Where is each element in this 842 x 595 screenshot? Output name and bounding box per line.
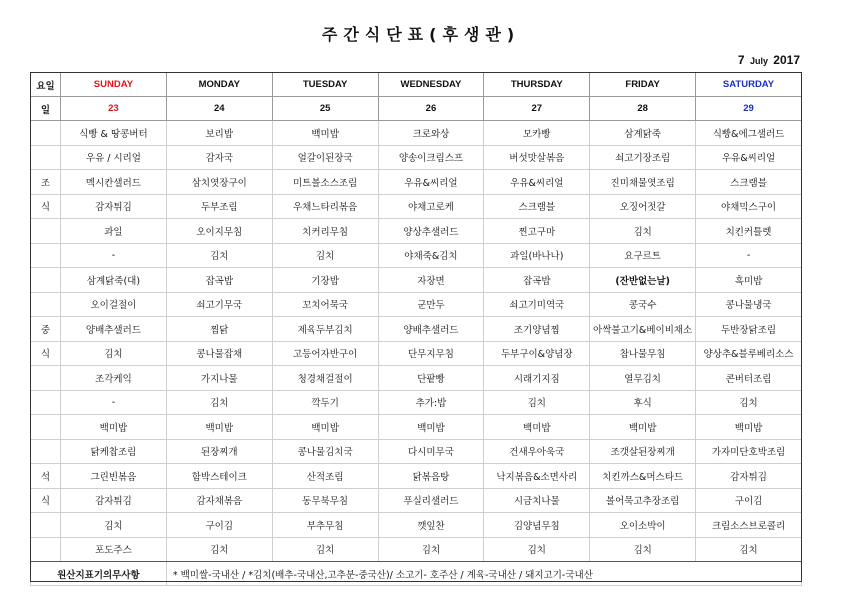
menu-cell: (잔반없는날) xyxy=(590,268,696,293)
day-name-sunday: SUNDAY xyxy=(61,73,167,97)
menu-cell: 식빵 & 땅콩버터 xyxy=(61,121,167,146)
menu-cell: 오이지무침 xyxy=(166,219,272,244)
menu-cell: 진미채물엿조림 xyxy=(590,170,696,195)
menu-cell: 푸실리샐러드 xyxy=(378,488,484,513)
menu-cell: 삼치엿장구이 xyxy=(166,170,272,195)
breakfast-label-blank xyxy=(31,121,61,146)
date-month: July xyxy=(749,56,768,66)
menu-cell: 김치 xyxy=(590,537,696,562)
date-header-row xyxy=(31,97,802,121)
menu-cell: 구이김 xyxy=(696,488,802,513)
lunch-row xyxy=(31,341,802,366)
menu-cell: 열무김치 xyxy=(590,366,696,391)
menu-cell: 흑미밥 xyxy=(696,268,802,293)
menu-cell: 김치 xyxy=(61,341,167,366)
day-date-friday: 28 xyxy=(590,97,696,121)
menu-cell: 제육두부김치 xyxy=(272,317,378,342)
menu-cell: 야채죽&김치 xyxy=(378,243,484,268)
menu-cell: 야채고로케 xyxy=(378,194,484,219)
menu-cell: 양상추샐러드 xyxy=(378,219,484,244)
menu-cell: 찜닭 xyxy=(166,317,272,342)
menu-cell: 군만두 xyxy=(378,292,484,317)
day-name-monday: MONDAY xyxy=(166,73,272,97)
menu-cell: 콘버터조림 xyxy=(696,366,802,391)
menu-cell: 삼계닭죽 xyxy=(590,121,696,146)
dinner-row xyxy=(31,513,802,538)
menu-cell: 아싹불고기&베이비채소 xyxy=(590,317,696,342)
menu-cell: 닭볶음탕 xyxy=(378,464,484,489)
day-name-thursday: THURSDAY xyxy=(484,73,590,97)
menu-cell: 김치 xyxy=(166,390,272,415)
day-name-tuesday: TUESDAY xyxy=(272,73,378,97)
menu-cell: 감자튀김 xyxy=(61,488,167,513)
menu-cell: 우유&씨리얼 xyxy=(484,170,590,195)
footer-row xyxy=(31,562,802,586)
menu-cell: 백미밥 xyxy=(272,415,378,440)
menu-cell: 백미밥 xyxy=(166,415,272,440)
menu-cell: 잡곡밥 xyxy=(484,268,590,293)
menu-cell: 스크램블 xyxy=(696,170,802,195)
lunch-label-blank xyxy=(31,366,61,391)
day-date-saturday: 29 xyxy=(696,97,802,121)
menu-cell: 포도주스 xyxy=(61,537,167,562)
menu-cell: 오징어젓갈 xyxy=(590,194,696,219)
menu-cell: 시금치나물 xyxy=(484,488,590,513)
menu-cell: 김치 xyxy=(378,537,484,562)
menu-cell: 김치 xyxy=(272,243,378,268)
menu-cell: 콩국수 xyxy=(590,292,696,317)
menu-cell: 식빵&에그샐러드 xyxy=(696,121,802,146)
menu-cell: 닭케찹조림 xyxy=(61,439,167,464)
menu-cell: 우유&씨리얼 xyxy=(378,170,484,195)
day-date-sunday: 23 xyxy=(61,97,167,121)
menu-cell: 참나물무침 xyxy=(590,341,696,366)
menu-cell: 쇠고기무국 xyxy=(166,292,272,317)
day-name-saturday: SATURDAY xyxy=(696,73,802,97)
menu-cell: 조갯살된장찌개 xyxy=(590,439,696,464)
lunch-label-blank xyxy=(31,390,61,415)
menu-cell: 가자미단호박조림 xyxy=(696,439,802,464)
breakfast-label-blank xyxy=(31,145,61,170)
day-header-row xyxy=(31,73,802,97)
menu-cell: 시래기지짐 xyxy=(484,366,590,391)
lunch-label-1: 중 xyxy=(31,317,61,342)
menu-cell: 깻잎찬 xyxy=(378,513,484,538)
day-date-tuesday: 25 xyxy=(272,97,378,121)
menu-cell: 잡곡밥 xyxy=(166,268,272,293)
menu-cell: 김치 xyxy=(166,537,272,562)
lunch-row xyxy=(31,268,802,293)
menu-cell: 깍두기 xyxy=(272,390,378,415)
lunch-row xyxy=(31,292,802,317)
day-name-wednesday: WEDNESDAY xyxy=(378,73,484,97)
menu-cell: - xyxy=(696,243,802,268)
breakfast-label-2: 식 xyxy=(31,194,61,219)
menu-cell: 치킨커틀렛 xyxy=(696,219,802,244)
menu-cell: 스크램블 xyxy=(484,194,590,219)
dinner-row xyxy=(31,415,802,440)
day-label-cell: 요일 xyxy=(31,73,61,97)
dinner-label-1: 석 xyxy=(31,464,61,489)
menu-cell: 볼어묵고추장조림 xyxy=(590,488,696,513)
menu-cell: 찐고구마 xyxy=(484,219,590,244)
menu-cell: 요구르트 xyxy=(590,243,696,268)
menu-cell: 된장찌개 xyxy=(166,439,272,464)
dinner-label-blank xyxy=(31,537,61,562)
menu-cell: 크로와상 xyxy=(378,121,484,146)
breakfast-label-blank xyxy=(31,243,61,268)
menu-cell: 과일 xyxy=(61,219,167,244)
menu-cell: 멕시칸샐러드 xyxy=(61,170,167,195)
menu-cell: 두부구이&양념장 xyxy=(484,341,590,366)
date-label xyxy=(738,53,800,67)
menu-cell: 김치 xyxy=(590,219,696,244)
dinner-label-blank xyxy=(31,513,61,538)
dinner-row xyxy=(31,439,802,464)
breakfast-row xyxy=(31,170,802,195)
menu-cell: 낙지볶음&소면사리 xyxy=(484,464,590,489)
lunch-row xyxy=(31,317,802,342)
breakfast-row xyxy=(31,219,802,244)
menu-cell: 우유 / 시리얼 xyxy=(61,145,167,170)
menu-cell: 그린빈볶음 xyxy=(61,464,167,489)
menu-cell: 함박스테이크 xyxy=(166,464,272,489)
menu-cell: 추가:밥 xyxy=(378,390,484,415)
menu-cell: 가지나물 xyxy=(166,366,272,391)
breakfast-label-blank xyxy=(31,219,61,244)
menu-cell: 야채믹스구이 xyxy=(696,194,802,219)
menu-cell: 쇠고기미역국 xyxy=(484,292,590,317)
menu-cell: 김치 xyxy=(272,537,378,562)
date-day: 7 xyxy=(737,53,745,67)
menu-cell: 모카빵 xyxy=(484,121,590,146)
menu-cell: 김치 xyxy=(484,390,590,415)
breakfast-row xyxy=(31,145,802,170)
lunch-label-blank xyxy=(31,268,61,293)
menu-cell: 감자튀김 xyxy=(61,194,167,219)
menu-cell: 쇠고기장조림 xyxy=(590,145,696,170)
menu-cell: 다시미무국 xyxy=(378,439,484,464)
day-date-wednesday: 26 xyxy=(378,97,484,121)
menu-cell: 콩나물김치국 xyxy=(272,439,378,464)
dinner-label-2: 식 xyxy=(31,488,61,513)
date-year: 2017 xyxy=(773,53,800,67)
menu-cell: 얼갈이된장국 xyxy=(272,145,378,170)
menu-cell: 꼬치어묵국 xyxy=(272,292,378,317)
day-name-friday: FRIDAY xyxy=(590,73,696,97)
menu-cell: 김치 xyxy=(166,243,272,268)
menu-cell: 양배추샐러드 xyxy=(378,317,484,342)
menu-cell: 우채느타리볶음 xyxy=(272,194,378,219)
day-date-thursday: 27 xyxy=(484,97,590,121)
menu-cell: 단팥빵 xyxy=(378,366,484,391)
menu-cell: 치커리무침 xyxy=(272,219,378,244)
menu-cell: 버섯맛살볶음 xyxy=(484,145,590,170)
menu-cell: 동무북무침 xyxy=(272,488,378,513)
menu-cell: 백미밥 xyxy=(61,415,167,440)
menu-cell: 기장밥 xyxy=(272,268,378,293)
breakfast-row xyxy=(31,121,802,146)
lunch-label-blank xyxy=(31,292,61,317)
menu-cell: 단무지무침 xyxy=(378,341,484,366)
dinner-row xyxy=(31,537,802,562)
menu-cell: - xyxy=(61,390,167,415)
menu-cell: 보리밥 xyxy=(166,121,272,146)
menu-cell: 양상추&블루베리소스 xyxy=(696,341,802,366)
menu-cell: 감자튀김 xyxy=(696,464,802,489)
dinner-row xyxy=(31,488,802,513)
menu-cell: 청경채걸절이 xyxy=(272,366,378,391)
dinner-label-blank xyxy=(31,415,61,440)
lunch-row xyxy=(31,366,802,391)
menu-cell: 후식 xyxy=(590,390,696,415)
day-date-monday: 24 xyxy=(166,97,272,121)
menu-cell: 백미밥 xyxy=(590,415,696,440)
origin-label: 원산지표기의무사항 xyxy=(31,562,167,586)
menu-cell: 조각케익 xyxy=(61,366,167,391)
origin-note: * 백미쌀-국내산 / *김치(배추-국내산,고추분-중국산)/ 소고기- 호주산 / 계육-국내산 / 돼지고기-국내산 xyxy=(166,562,801,586)
menu-cell: 구이김 xyxy=(166,513,272,538)
menu-cell: 미트볼소스조림 xyxy=(272,170,378,195)
breakfast-row xyxy=(31,243,802,268)
menu-cell: 백미밥 xyxy=(696,415,802,440)
menu-cell: 조기양념찜 xyxy=(484,317,590,342)
menu-cell: 과일(바나나) xyxy=(484,243,590,268)
menu-cell: 양송이크림스프 xyxy=(378,145,484,170)
menu-cell: 백미밥 xyxy=(272,121,378,146)
menu-cell: 산적조림 xyxy=(272,464,378,489)
dinner-label-blank xyxy=(31,439,61,464)
page-title: 주간식단표(후생관) xyxy=(321,25,521,44)
menu-cell: 삼계닭죽(대) xyxy=(61,268,167,293)
menu-cell: 오이걸절이 xyxy=(61,292,167,317)
menu-cell: 두부조림 xyxy=(166,194,272,219)
menu-cell: 오이소박이 xyxy=(590,513,696,538)
menu-cell: 김치 xyxy=(696,537,802,562)
breakfast-row xyxy=(31,194,802,219)
menu-cell: 두반장닭조림 xyxy=(696,317,802,342)
menu-cell: 김양념무침 xyxy=(484,513,590,538)
menu-cell: 감자국 xyxy=(166,145,272,170)
menu-cell: 김치 xyxy=(484,537,590,562)
menu-cell: - xyxy=(61,243,167,268)
menu-cell: 김치 xyxy=(696,390,802,415)
menu-cell: 부추무침 xyxy=(272,513,378,538)
date-label-cell: 일 xyxy=(31,97,61,121)
menu-cell: 김치 xyxy=(61,513,167,538)
menu-cell: 치킨까스&머스타드 xyxy=(590,464,696,489)
menu-cell: 콩나물냉국 xyxy=(696,292,802,317)
menu-cell: 콩나물잡채 xyxy=(166,341,272,366)
menu-cell: 감자채볶음 xyxy=(166,488,272,513)
menu-cell: 우유&씨리얼 xyxy=(696,145,802,170)
dinner-row xyxy=(31,464,802,489)
lunch-label-2: 식 xyxy=(31,341,61,366)
lunch-row xyxy=(31,390,802,415)
menu-cell: 백미밥 xyxy=(378,415,484,440)
menu-cell: 건새우아욱국 xyxy=(484,439,590,464)
menu-table xyxy=(30,72,802,586)
menu-cell: 고등어자반구이 xyxy=(272,341,378,366)
breakfast-label-1: 조 xyxy=(31,170,61,195)
menu-cell: 양배추샐러드 xyxy=(61,317,167,342)
menu-cell: 자장면 xyxy=(378,268,484,293)
menu-cell: 백미밥 xyxy=(484,415,590,440)
menu-cell: 크림소스브로콜리 xyxy=(696,513,802,538)
